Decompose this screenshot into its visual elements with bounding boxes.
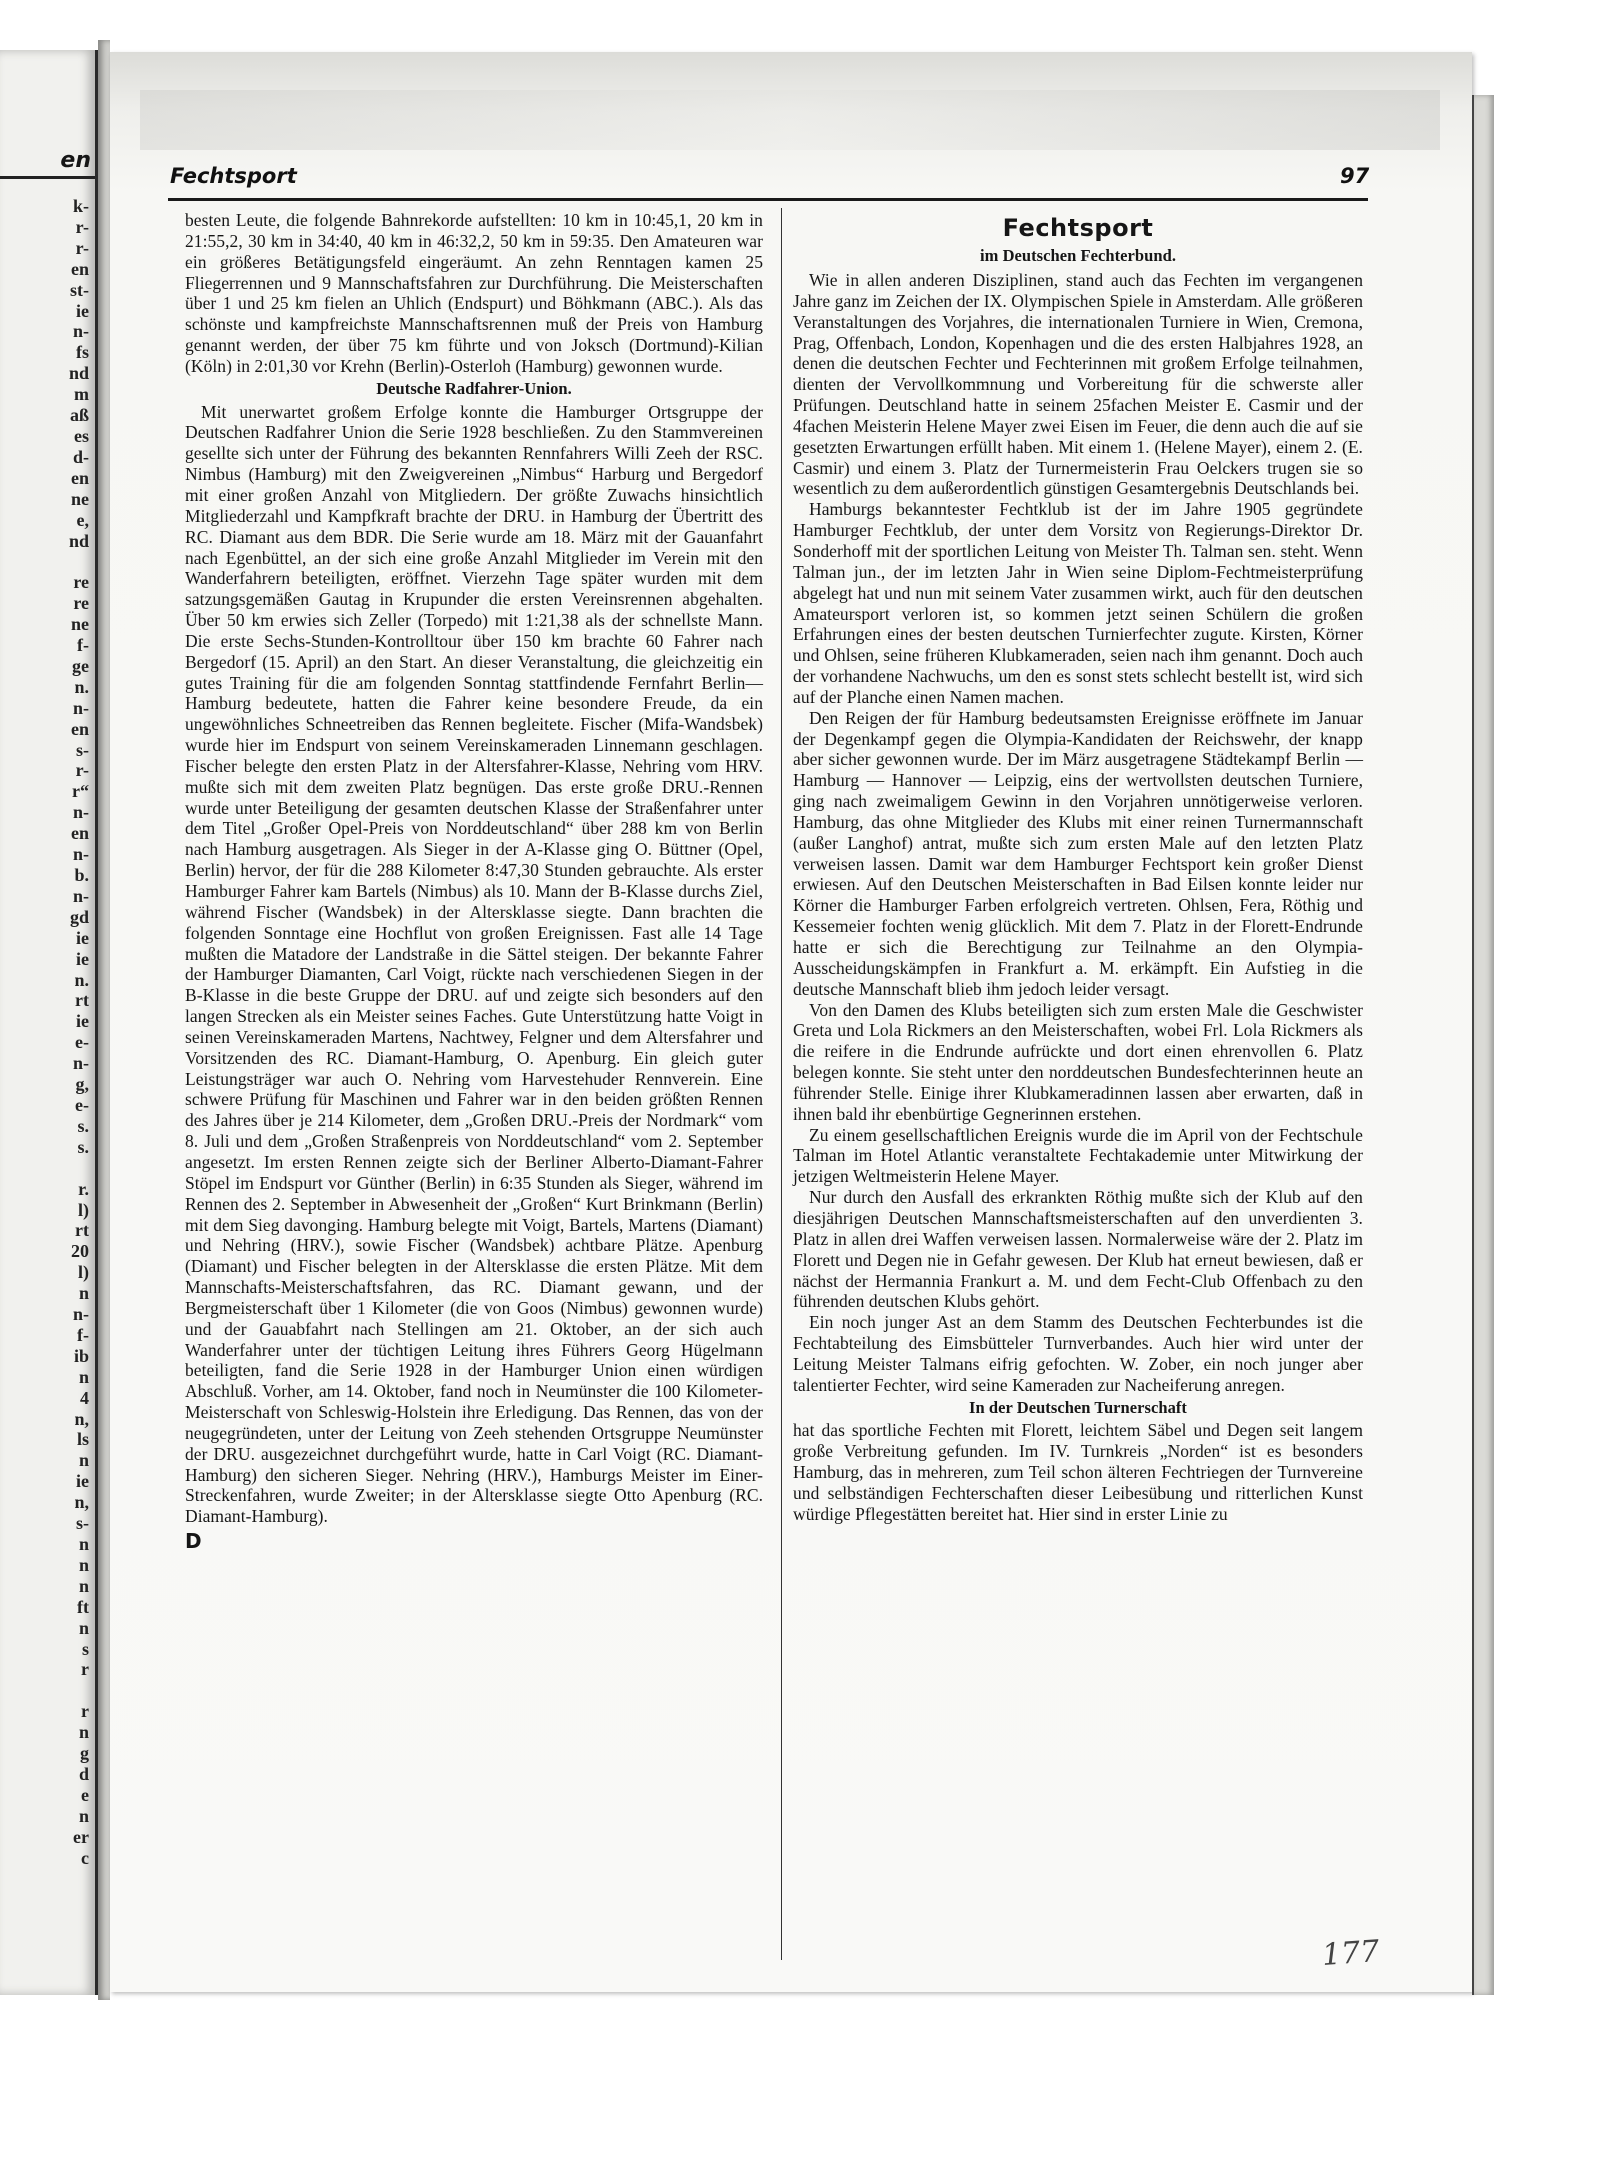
column-divider <box>781 208 782 1960</box>
handwritten-annotation: 177 <box>1320 1934 1381 1973</box>
right-column <box>793 210 1363 1525</box>
previous-page-text-fragments: k- r- r- en st- ie n- fs nd m aß es d- en ne e, nd re re ne f- ge n. n- en s- r- r“ n- en n- b. n- gd ie ie n. rt ie e- n- g, e- s. s. r. l) rt 20 l) n n- f- ib n 4 n, ls n ie n, s- n n n ft n s r r n g d e n er c <box>68 196 89 1868</box>
article-title: Fechtsport <box>1002 214 1154 242</box>
running-head: Fechtsport <box>170 164 297 188</box>
page-number: 97 <box>1340 164 1370 188</box>
previous-page-head-rule <box>0 176 95 179</box>
paragraph: hat das sportliche Fechten mit Florett, leichtem Säbel und Degen seit langem große Verbreitung gefunden. Im IV. Turnkreis „Norden“ ist es besonders Hamburg, das in mehreren, zum Teil schon älteren Fechtriegen der Turnvereine und selbständigen Fechterschaften dieser Leibesübung und ritterlichen Kunst würdige Pflegestätten bereitet hat. Hier sind in erster Linie zu <box>793 1420 1363 1524</box>
paragraph: Nur durch den Ausfall des erkrankten Röthig mußte sich der Klub auf den diesjährigen Deutschen Mannschaftsmeisterschaften auf den unverdienten 3. Platz in allen drei Waffen verweisen lassen. Normalerweise wäre der 2. Platz im Florett und Degen nie in Gefahr gewesen. Der Klub hat erneut bewiesen, daß er nächst der Hermannia Frankurt a. M. und dem Fecht-Club Offenbach zu den führenden deutschen Klubs gehört. <box>793 1187 1363 1312</box>
left-column <box>185 210 763 1552</box>
paragraph: Von den Damen des Klubs beteiligten sich zum ersten Male die Geschwister Greta und Lola Rickmers an den Meisterschaften, wobei Frl. Lola Rickmers als die reifere in die Endrunde aufrückte und dort einen ehrenvollen 6. Platz belegen konnte. Sie steht unter den norddeutschen Bundesfechterinnen heute an führender Stelle. Einige ihrer Klubkameradinnen lassen aber erwarten, daß in ihnen bald ihr ebenbürtige Gegnerinnen erstehen. <box>793 999 1363 1124</box>
scan-shading <box>140 90 1440 150</box>
paragraph: Hamburgs bekanntester Fechtklub ist der im Jahre 1905 gegründete Hamburger Fechtklub, der unter dem Vorsitz von Regierungs-Direktor Dr. Sonderhoff mit der sportlichen Leitung von Meister Th. Talman sen. steht. Wenn Talman jun., der im letzten Jahr in Wien seine Diplom-Fechtmeisterprüfung abgelegt hat und nun mit seinem Vater zusammen wirkt, auch für den deutschen Amateursport verloren ist, so kommen jetzt seinen Schülern die großen Erfahrungen eines der besten deutschen Turnierfechter zugute. Kirsten, Körner und Ohlsen, seine früheren Klubkameraden, seien nach ihm genannt. Doch auch der vorhandene Nachwuchs, um den es sonst stets schlecht bestellt ist, wird sich auf der Planche einen Namen machen. <box>793 499 1363 707</box>
paragraph: Den Reigen der für Hamburg bedeutsamsten Ereignisse eröffnete im Januar der Degenkampf gegen die Olympia-Kandidaten der Reichswehr, der knapp aber sicher gewonnen wurde. Der im März ausgetragene Städtekampf Berlin — Hamburg — Hannover — Leipzig, eins der wertvollsten deutschen Turniere, ging nach zweimaligem Gewinn in den Vorjahren unnötigerweise verloren. Hamburg, das ohne Mitglieder des Klubs mit einer reinen Turnermannschaft (außer Langhof) antrat, mußte sich zum ersten Male auf den letzten Platz verweisen lassen. Damit war dem Hamburger Fechtsport kein großer Dienst erwiesen. Auf den Deutschen Meisterschaften in Bad Eilsen konnte leider nur Körner die Hamburger Farben erfolgreich vertreten. Ohlsen, Fera, Röthig und Kessemeier fochten wenig glücklich. Mit dem 7. Platz in der Florett-Endrunde hatte er sich die Berechtigung zur Teilnahme an den Olympia-Ausscheidungskämpfen in Frankfurt a. M. erkämpft. Ein Aufstieg in die deutsche Mannschaft blieb ihm jedoch leider versagt. <box>793 707 1363 999</box>
previous-page-running-head: en <box>60 148 91 173</box>
page-right-edge <box>1472 95 1494 1995</box>
paragraph: Mit unerwartet großem Erfolge konnte die Hamburger Ortsgruppe der Deutschen Radfahrer Union die Serie 1928 beschließen. Zu den Stammvereinen gesellte sich unter der Führung des bekannten Rennfahrers Willi Zeeh der RSC. Nimbus (Hamburg) mit den Zweigvereinen „Nimbus“ Harburg und Bergedorf mit einer großen Anzahl von Mitgliedern. Der größte Zuwachs hinsichtlich Mitgliederzahl und Kampfkraft brachte der DRU. in Hamburg der Übertritt des RC. Diamant aus dem BDR. Die Serie wurde am 18. März mit der Gauanfahrt nach Egenbüttel, an der sich eine große Anzahl Mitglieder im Verein mit den Wanderfahrern beteiligten, eröffnet. Vierzehn Tage später wurden mit dem satzungsgemäßen Gautag in Krupunder die ersten Vereinsrennen abgehalten. Über 50 km erwies sich Zeller (Torpedo) mit 1:21,38 als der schnellste Mann. Die erste Sechs-Stunden-Kontrolltour über 150 km brachte 60 Fahrer nach Bergedorf (15. April) an den Start. An dieser Veranstaltung, die gleichzeitig ein gutes Training für die am folgenden Sonntag stattfindende Fernfahrt Berlin—Hamburg bedeutete, hatten die Fahrer keine besondere Freude, da ein ungewöhnliches Schneetreiben das Rennen begleitete. Fischer (Mifa-Wandsbek) wurde hier im Endspurt von seinem Vereinskameraden Linnemann geschlagen. Fischer belegte den ersten Platz in der Altersfahrer-Klasse, Nehring vom HRV. mußte sich mit dem zweiten Platz begnügen. Das erste große DRU.-Rennen wurde unter Beteiligung der gesamten deutschen Klasse der Straßenfahrer unter dem Titel „Großer Opel-Preis von Norddeutschland“ über 288 km von Berlin nach Hamburg ausgetragen. Als Sieger in der A-Klasse ging O. Büttner (Opel, Berlin) hervor, der für die 288 Kilometer 8:47,30 Stunden gebrauchte. Als erster Hamburger Fahrer kam Bartels (Nimbus) als 10. Mann der B-Klasse durchs Ziel, während Fischer (Wandsbek) in der Altersklasse siegte. Dann brachten die folgenden Sonntage eine Hochflut von großen Ereignissen. Fast alle 14 Tage mußten die Matadore der Landstraße in die Sättel steigen. Der bekannte Fahrer der Hamburger Diamanten, Carl Voigt, rückte nach verschiedenen Siegen in der B-Klasse in die beste Gruppe der DRU. auf und zeigte sich besonders auf den langen Strecken als ein Meister seines Faches. Gute Unterstützung hatte Voigt in seinen Vereinskameraden Martens, Nachtwey, Felgner und dem Altersfahrer und Vorsitzenden des RC. Diamant-Hamburg, O. Apenburg. Ein gleich guter Leistungsträger war auch O. Nehring vom Harvestehuder Rennverein. Eine schwere Prüfung für Maschinen und Fahrer war in den beiden größten Rennen des Jahres über je 214 Kilometer, dem „Großen DRU.-Preis der Nordmark“ vom 8. Juli und dem „Großen Straßenpreis von Norddeutschland“ vom 2. September angesetzt. Im ersten Rennen zeigte sich der Berliner Alberto-Diamant-Fahrer Stöpel im Endspurt vor Günther (Berlin) in 6:35 Stunden als Sieger, während im Rennen des 2. September in Abwesenheit der „Großen“ Kurt Brinkmann (Berlin) mit dem Sieg davonging. Hamburg belegte mit Voigt, Bartels, Martens (Diamant) und Nehring (HRV.), sowie Fischer (Wandsbek) achtbare Plätze. Apenburg (Diamant) und Fischer belegten in der Altersklasse die ersten Plätze. Mit dem Mannschafts-Meisterschaftsfahren, das RC. Diamant gewann, und der Bergmeisterschaft über 1 Kilometer (die von Goos (Nimbus) gewonnen wurde) und der Gauabfahrt nach Stellingen am 21. Oktober, an der sich auch Wanderfahrer unter der tüchtigen Leitung ihres Führers Georg Hügelmann beteiligten, fand die Serie 1928 in der Hamburger Union einen würdigen Abschluß. Vorher, am 14. Oktober, fand noch in Neumünster die 100 Kilometer-Meisterschaft von Schleswig-Holstein ihre Erledigung. Das Rennen, das von der neugegründeten, unter der Leitung von Zeeh stehenden Ortsgruppe Neumünster der DRU. ausgezeichnet durchgeführt wurde, hatte in Carl Voigt (RC. Diamant-Hamburg) den sicheren Sieger. Nehring (HRV.), Hamburgs Meister im Einer-Streckenfahren, wurde Zweiter; in der Altersklasse siegte Otto Apenburg (RC. Diamant-Hamburg). <box>185 401 763 1527</box>
paragraph: besten Leute, die folgende Bahnrekorde aufstellten: 10 km in 10:45,1, 20 km in 21:55,2, 30 km in 34:40, 40 km in 46:32,2, 50 km in 59:35. Den Amateuren war ein größeres Betätigungsfeld eingeräumt. An zehn Renntagen kamen 25 Fliegerrennen und 9 Mannschaftsfahren zur Durchführung. Die Meisterschaften über 1 und 25 km fielen an Uhlich (Endspurt) und Böhkmann (ABC.). Als das schönste und kampfreichste Mannschaftsrennen muß der Preis von Hamburg genannt werden, der über 75 km führte und von Joksch (Dortmund)-Kilian (Köln) in 2:01,30 vor Krehn (Berlin)-Osterloh (Hamburg) gewonnen wurde. <box>185 210 763 376</box>
previous-page-edge <box>0 50 98 1995</box>
paragraph: Wie in allen anderen Disziplinen, stand auch das Fechten im vergangenen Jahre ganz im Zeichen der IX. Olympischen Spiele in Amsterdam. Alle größeren Veranstaltungen des Vorjahres, die internationalen Turniere in Wien, Cremona, Prag, Offenbach, London, Kopenhagen und die des ersten Halbjahres 1928, an denen die deutschen Fechter und Fechterinnen mit großem Erfolge teilnahmen, dienten der Vervollkommnung und Vorbereitung für die schwerste aller Prüfungen. Deutschland hatte in seinem 25fachen Meister E. Casmir und der 4fachen Meisterin Helene Mayer zwei Eisen im Feuer, die denn auch die auf sie gesetzten Erwartungen erfüllt haben. Mit einem 1. (Helene Mayer), einem 2. (E. Casmir) und einem 3. Platz der Turnermeisterin Frau Oelckers trugen sie so wesentlich zu dem außerordentlich günstigen Gesamtergebnis Deutschlands bei. <box>793 270 1363 499</box>
book-gutter <box>98 40 110 2000</box>
section-heading: In der Deutschen Turnerschaft <box>969 1397 1187 1417</box>
section-heading: Deutsche Radfahrer-Union. <box>376 378 572 398</box>
paragraph: Ein noch junger Ast an dem Stamm des Deutschen Fechterbundes ist die Fechtabteilung des Eimsbütteler Turnverbandes. Auch hier wird unter der Leitung Meister Talmans eifrig gefochten. W. Zober, ein noch junger aber talentierter Fechter, wird seine Kameraden zur Nacheiferung anregen. <box>793 1312 1363 1395</box>
end-mark: D <box>185 1529 202 1554</box>
header-rule <box>168 198 1368 201</box>
paragraph: Zu einem gesellschaftlichen Ereignis wurde die im April von der Fechtschule Talman im Hotel Atlantic veranstaltete Fechtakademie unter Mitwirkung der jetzigen Weltmeisterin Helene Mayer. <box>793 1124 1363 1187</box>
article-subtitle: im Deutschen Fechterbund. <box>979 246 1177 265</box>
